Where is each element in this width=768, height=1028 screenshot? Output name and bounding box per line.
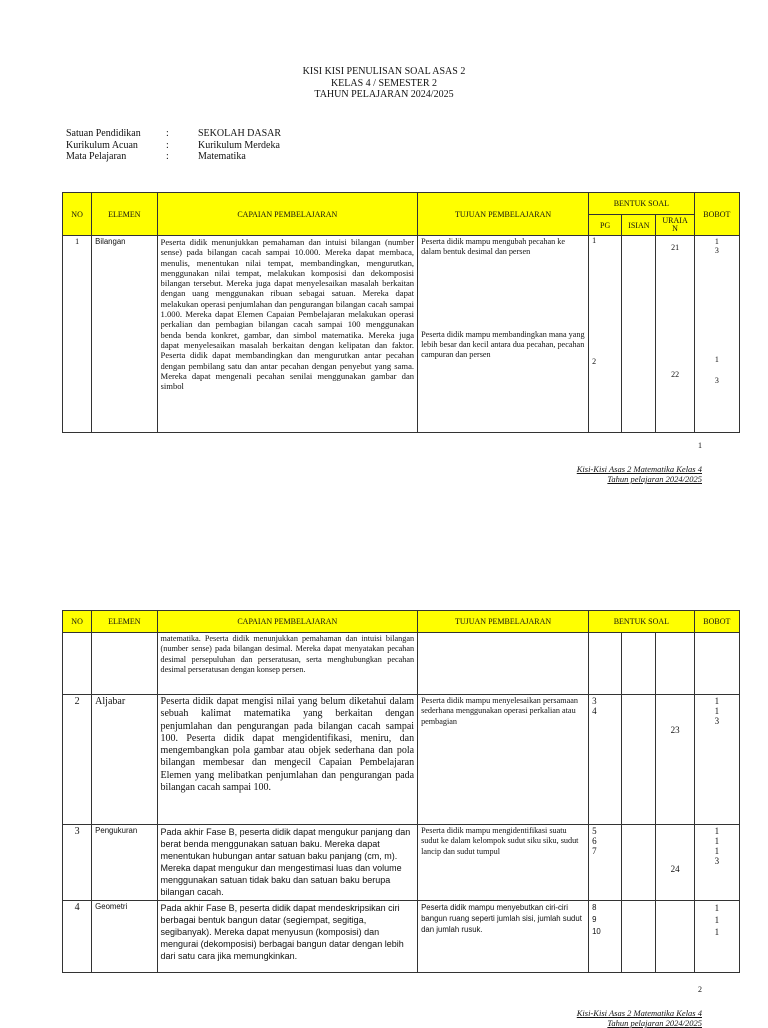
meta-sep: : <box>166 151 169 162</box>
meta-row <box>66 151 281 163</box>
kisi-kisi-table-continued <box>62 610 740 973</box>
bobot-2a: 1 <box>714 355 719 364</box>
header-title: KISI KISI PENULISAN SOAL ASAS 2 <box>302 66 466 77</box>
cell-pg: 3 4 <box>589 695 622 825</box>
footer-line-2: Tahun pelajaran 2024/2025 <box>607 1018 702 1028</box>
cell-uraian: 24 <box>656 825 694 901</box>
document-header <box>0 66 768 101</box>
meta-key: Mata Pelajaran <box>66 151 127 162</box>
cell-isian <box>622 901 656 973</box>
pg-1: 1 <box>592 236 597 245</box>
meta-value: Kurikulum Merdeka <box>198 139 280 151</box>
meta-key: Satuan Pendidikan <box>66 128 141 139</box>
meta-value: SEKOLAH DASAR <box>198 128 282 139</box>
cell-elemen: Aljabar <box>92 695 157 825</box>
header-capaian: CAPAIAN PEMBELAJARAN <box>157 193 418 236</box>
cell-elemen: Geometri <box>92 901 157 973</box>
cell-pg <box>589 633 622 695</box>
document-page-1 <box>0 0 768 500</box>
cell-tujuan <box>418 236 589 433</box>
cell-no <box>63 633 92 695</box>
cell-isian <box>622 825 656 901</box>
cell-pg: 5 6 7 <box>589 825 622 901</box>
header-bobot: BOBOT <box>694 193 739 236</box>
cell-elemen: Bilangan <box>92 236 157 433</box>
cell-pg: 8 9 10 <box>589 901 622 973</box>
cell-bobot <box>694 236 739 433</box>
cell-tujuan: Peserta didik mampu menyebutkan ciri-ciri bangun ruang seperti jumlah sisi, jumlah sudut dan jumlah rusuk. <box>418 901 589 973</box>
header-year: TAHUN PELAJARAN 2024/2025 <box>314 89 454 100</box>
header-isian: ISIAN <box>622 215 656 236</box>
header-bentuk-soal: BENTUK SOAL <box>589 611 695 633</box>
footer-line-2: Tahun pelajaran 2024/2025 <box>607 474 702 484</box>
header-no: NO <box>63 193 92 236</box>
document-meta <box>66 128 281 163</box>
cell-bobot: 1 1 3 <box>694 695 739 825</box>
cell-isian <box>622 633 656 695</box>
header-no: NO <box>63 611 92 633</box>
bobot-1a: 1 <box>714 237 719 246</box>
bobot-2b: 3 <box>714 376 719 385</box>
cell-isian <box>622 695 656 825</box>
cell-no: 2 <box>63 695 92 825</box>
page-footer <box>577 1008 702 1028</box>
page-number: 1 <box>698 441 702 450</box>
cell-bobot: 1 1 1 3 <box>694 825 739 901</box>
meta-value: Matematika <box>198 151 246 162</box>
uraian-2: 22 <box>671 370 680 379</box>
bobot-1b: 3 <box>714 246 719 255</box>
meta-row <box>66 128 281 140</box>
header-uraian: URAIA N <box>656 215 694 236</box>
cell-uraian <box>656 901 694 973</box>
header-tujuan: TUJUAN PEMBELAJARAN <box>418 193 589 236</box>
header-capaian: CAPAIAN PEMBELAJARAN <box>157 611 418 633</box>
cell-bobot: 1 1 1 <box>694 901 739 973</box>
header-elemen: ELEMEN <box>92 193 157 236</box>
cell-tujuan: Peserta didik mampu menyelesaikan persamaan sederhana menggunakan operasi perkalian atau pembagian <box>418 695 589 825</box>
header-bobot: BOBOT <box>694 611 739 633</box>
header-class: KELAS 4 / SEMESTER 2 <box>330 77 438 89</box>
cell-uraian <box>656 633 694 695</box>
uraian-1: 21 <box>671 243 680 252</box>
cell-capaian-continued: matematika. Peserta didik menunjukkan pemahaman dan intuisi bilangan (number sense) pada bilangan desimal. Mereka dapat menyatakan pecahan desimal persepuluhan dan perseratusan, serta menghubungkan pecahan desimal perseratusan dengan konsep persen. <box>157 633 418 695</box>
tujuan-item-1: Peserta didik mampu mengubah pecahan ke dalam bentuk desimal dan persen <box>421 237 565 257</box>
header-elemen: ELEMEN <box>92 611 157 633</box>
meta-key: Kurikulum Acuan <box>66 139 138 151</box>
cell-no: 4 <box>63 901 92 973</box>
cell-elemen <box>92 633 157 695</box>
cell-pg <box>589 236 622 433</box>
cell-capaian <box>157 236 418 433</box>
header-pg: PG <box>589 215 622 236</box>
tujuan-item-2: Peserta didik mampu membandingkan mana yang lebih besar dan kecil antara dua pecahan, pecahan campuran dan persen <box>421 329 585 360</box>
cell-uraian: 23 <box>656 695 694 825</box>
page-footer <box>577 464 702 484</box>
cell-no: 1 <box>63 236 92 433</box>
footer-line-1: Kisi-Kisi Asas 2 Matematika Kelas 4 <box>576 1008 702 1018</box>
pg-2: 2 <box>592 357 597 366</box>
cell-capaian: Pada akhir Fase B, peserta didik dapat mendeskripsikan ciri berbagai bentuk bangun datar (segiempat, segitiga, segibanyak). Mereka dapat menyusun (komposisi) dan mengurai (dekomposisi) berbagai bangun datar dengan lebih dari satu cara jika memungkinkan. <box>157 901 418 973</box>
cell-bobot <box>694 633 739 695</box>
page-number: 2 <box>698 985 702 994</box>
header-bentuk-soal: BENTUK SOAL <box>589 193 695 215</box>
cell-uraian <box>656 236 694 433</box>
cell-elemen: Pengukuran <box>92 825 157 901</box>
meta-sep: : <box>166 128 169 139</box>
kisi-kisi-table <box>62 192 740 433</box>
capaian-text: Peserta didik menunjukkan pemahaman dan intuisi bilangan (number sense) pada bilangan cacah sampai 10.000. Mereka dapat membaca, menulis, menentukan nilai tempat, membandingkan, mengurutkan, menggunakan nilai tempat, melakukan komposisi dan dekomposisi bilangan tersebut. Mereka juga dapat menyelesaikan masalah berkaitan dengan uang menggunakan ribuan sebagai satuan. Mereka dapat melakukan operasi penjumlahan dan pengurangan bilangan cacah sampai 1.000. Mereka dapat Elemen Capaian Pembelajaran melakukan operasi perkalian dan pembagian bilangan cacah sampai 100 menggunakan benda benda konkret, gambar, dan simbol matematika. Mereka juga dapat menyelesaikan masalah berkaitan dengan kelipatan dan faktor. Peserta didik dapat membandingkan dan mengurutkan antar pecahan dengan pembilang satu dan antar pecahan dengan penyebut yang sama. Mereka dapat mengenali pecahan senilai menggunakan gambar dan simbol <box>160 237 415 392</box>
cell-capaian: Pada akhir Fase B, peserta didik dapat mengukur panjang dan berat benda menggunakan satuan baku. Mereka dapat menentukan hubungan antar satuan baku panjang (cm, m). Mereka dapat mengukur dan mengestimasi luas dan volume menggunakan satuan tidak baku dan satuan baku berupa bilangan cacah. <box>157 825 418 901</box>
cell-no: 3 <box>63 825 92 901</box>
cell-capaian: Peserta didik dapat mengisi nilai yang belum diketahui dalam sebuah kalimat matematika yang berkaitan dengan penjumlahan dan pengurangan pada bilangan cacah sampai 100. Peserta didik dapat mengidentifikasi, meniru, dan mengembangkan pola gambar atau objek sederhana dan pola bilangan membesar dan mengecil Capaian Pembelajaran Elemen yang melibatkan penjumlahan dan pengurangan pada bilangan cacah sampai 100. <box>157 695 418 825</box>
cell-isian <box>622 236 656 433</box>
meta-sep: : <box>166 139 169 151</box>
meta-row <box>66 140 281 152</box>
header-tujuan: TUJUAN PEMBELAJARAN <box>418 611 589 633</box>
cell-tujuan: Peserta didik mampu mengidentifikasi suatu sudut ke dalam kelompok sudut siku siku, sudut lancip dan sudut tumpul <box>418 825 589 901</box>
footer-line-1: Kisi-Kisi Asas 2 Matematika Kelas 4 <box>576 464 702 474</box>
cell-tujuan <box>418 633 589 695</box>
